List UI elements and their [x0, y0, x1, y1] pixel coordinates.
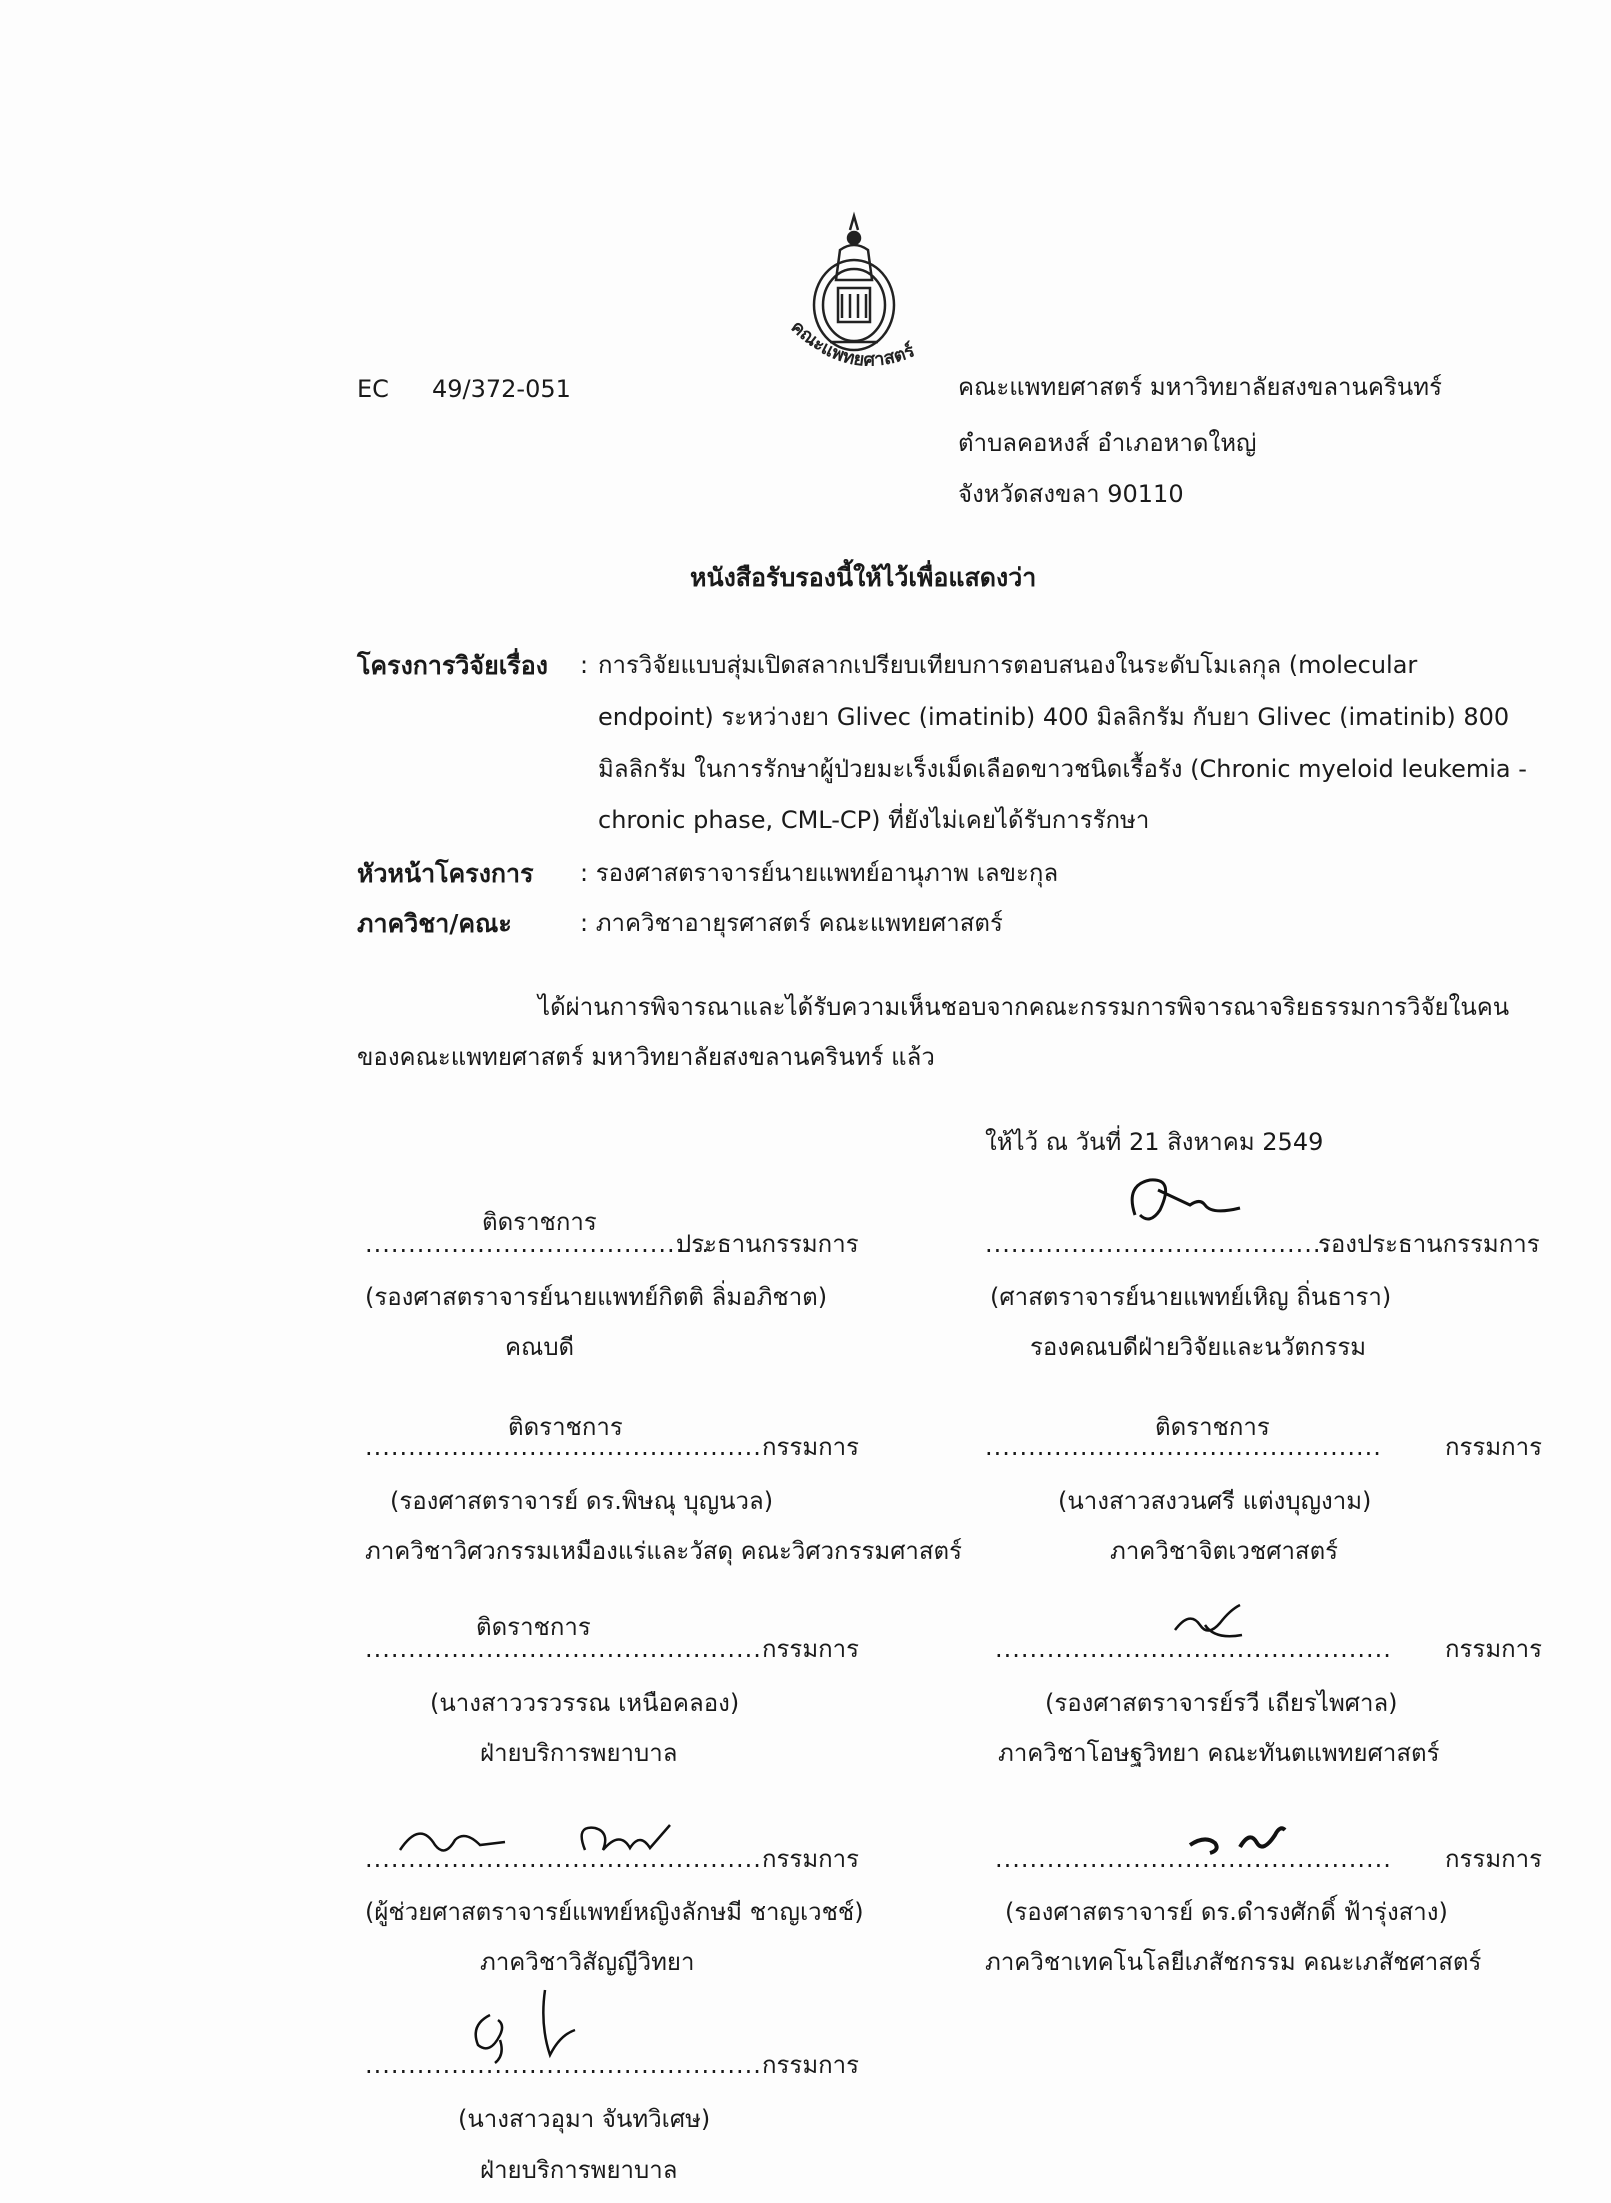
certificate-title: หนังสือรับรองนี้ให้ไว้เพื่อแสดงว่า [690, 563, 1037, 592]
signature-line: .............................................. [365, 1845, 762, 1873]
signature-line: ........................................ [985, 1230, 1331, 1258]
address-line-3: จังหวัดสงขลา 90110 [958, 480, 1184, 508]
project-label: โครงการวิจัยเรื่อง [357, 651, 548, 680]
svg-text:คณะแพทยศาสตร์: คณะแพทยศาสตร์ [786, 318, 918, 371]
issue-date: ให้ไว้ ณ วันที่ 21 สิงหาคม 2549 [985, 1128, 1324, 1156]
signatory-position: ภาควิชาเทคโนโลยีเภสัชกรรม คณะเภสัชศาสตร์ [985, 1948, 1482, 1976]
project-title-line: endpoint) ระหว่างยา Glivec (imatinib) 400 มิลลิกรัม กับยา Glivec (imatinib) 800 [598, 703, 1510, 731]
signatory-role: กรรมการ [762, 1845, 860, 1873]
signatory-position: ฝ่ายบริการพยาบาล [480, 1739, 678, 1767]
project-title-line: การวิจัยแบบสุ่มเปิดสลากเปรียบเทียบการตอบสนองในระดับโมเลกุล (molecular [598, 651, 1418, 679]
absent-stamp: ติดราชการ [476, 1613, 591, 1641]
project-title-line: chronic phase, CML-CP) ที่ยังไม่เคยได้รับการรักษา [598, 806, 1150, 834]
signatory-position: รองคณบดีฝ่ายวิจัยและนวัตกรรม [1030, 1333, 1367, 1361]
project-title-line: มิลลิกรัม ในการรักษาผู้ป่วยมะเร็งเม็ดเลือดขาวชนิดเรื้อรัง (Chronic myeloid leukemia - [598, 755, 1527, 783]
department-value: : ภาควิชาอายุรศาสตร์ คณะแพทยศาสตร์ [580, 909, 1003, 937]
signatory-role: รองประธานกรรมการ [1318, 1230, 1540, 1258]
signatory-name: (ศาสตราจารย์นายแพทย์เหิญ ถิ่นธารา) [990, 1283, 1392, 1311]
signatory-name: (รองศาสตราจารย์ ดร.ดำรงศักดิ์ ฟ้ารุ่งสาง) [1005, 1898, 1448, 1926]
signature-line: .............................................. [995, 1845, 1392, 1873]
signatory-role: กรรมการ [762, 1635, 860, 1663]
address-line-2: ตำบลคอหงส์ อำเภอหาดใหญ่ [958, 429, 1257, 457]
signatory-position: ภาควิชาโอษฐวิทยา คณะทันตแพทยศาสตร์ [998, 1739, 1440, 1767]
signature-line: .............................................. [995, 1635, 1392, 1663]
department-label: ภาควิชา/คณะ [357, 909, 512, 938]
address-line-1: คณะแพทยศาสตร์ มหาวิทยาลัยสงขลานครินทร์ [958, 373, 1442, 401]
signatory-name: (นางสาวอุมา จันทวิเศษ) [458, 2105, 711, 2133]
absent-stamp: ติดราชการ [482, 1208, 597, 1236]
ref-prefix: EC [357, 375, 389, 403]
signatory-name: (รองศาสตราจารย์นายแพทย์กิตติ ลิ่มอภิชาต) [365, 1283, 828, 1311]
signatory-name: (นางสาวสงวนศรี แต่งบุญงาม) [1058, 1487, 1372, 1515]
signatory-role: กรรมการ [762, 2051, 860, 2079]
signatory-position: ฝ่ายบริการพยาบาล [480, 2156, 678, 2184]
signature-line: .............................................. [365, 2051, 762, 2079]
absent-stamp: ติดราชการ [508, 1413, 623, 1441]
signatory-name: (นางสาววรวรรณ เหนือคลอง) [430, 1689, 740, 1717]
signature-line: .............................................. [985, 1433, 1382, 1461]
signatory-role: ประธานกรรมการ [676, 1230, 859, 1258]
signatory-position: คณบดี [505, 1333, 575, 1361]
signatory-role: กรรมการ [1445, 1433, 1543, 1461]
signatory-position: ภาควิชาจิตเวชศาสตร์ [1110, 1537, 1339, 1565]
signatory-role: กรรมการ [1445, 1845, 1543, 1873]
signatory-name: (รองศาสตราจารย์ ดร.พิษณุ บุญนวล) [390, 1487, 774, 1515]
signatory-role: กรรมการ [762, 1433, 860, 1461]
signatory-role: กรรมการ [1445, 1635, 1543, 1663]
signature-line: .............................................. [365, 1433, 762, 1461]
seal-caption [780, 318, 940, 378]
head-of-project-label: หัวหน้าโครงการ [357, 859, 534, 888]
project-colon: : [580, 651, 589, 679]
signatory-position: ภาควิชาวิศวกรรมเหมืองแร่และวัสดุ คณะวิศวกรรมศาสตร์ [365, 1537, 963, 1565]
signatory-name: (ผู้ช่วยศาสตราจารย์แพทย์หญิงลักษมี ชาญเวชช์) [365, 1898, 864, 1926]
signature-line: .............................................. [365, 1635, 762, 1663]
head-of-project-value: : รองศาสตราจารย์นายแพทย์อานุภาพ เลขะกุล [580, 859, 1059, 887]
approval-statement-line-2: ของคณะแพทยศาสตร์ มหาวิทยาลัยสงขลานครินทร์ แล้ว [357, 1043, 935, 1071]
signatory-name: (รองศาสตราจารย์รวี เถียรไพศาล) [1045, 1689, 1398, 1717]
absent-stamp: ติดราชการ [1155, 1413, 1270, 1441]
signatory-position: ภาควิชาวิสัญญีวิทยา [480, 1948, 695, 1976]
approval-statement-line-1: ได้ผ่านการพิจารณาและได้รับความเห็นชอบจากคณะกรรมการพิจารณาจริยธรรมการวิจัยในคน [538, 993, 1510, 1021]
signature-line: ........................................ [365, 1230, 711, 1258]
ref-number: 49/372-051 [432, 375, 571, 403]
